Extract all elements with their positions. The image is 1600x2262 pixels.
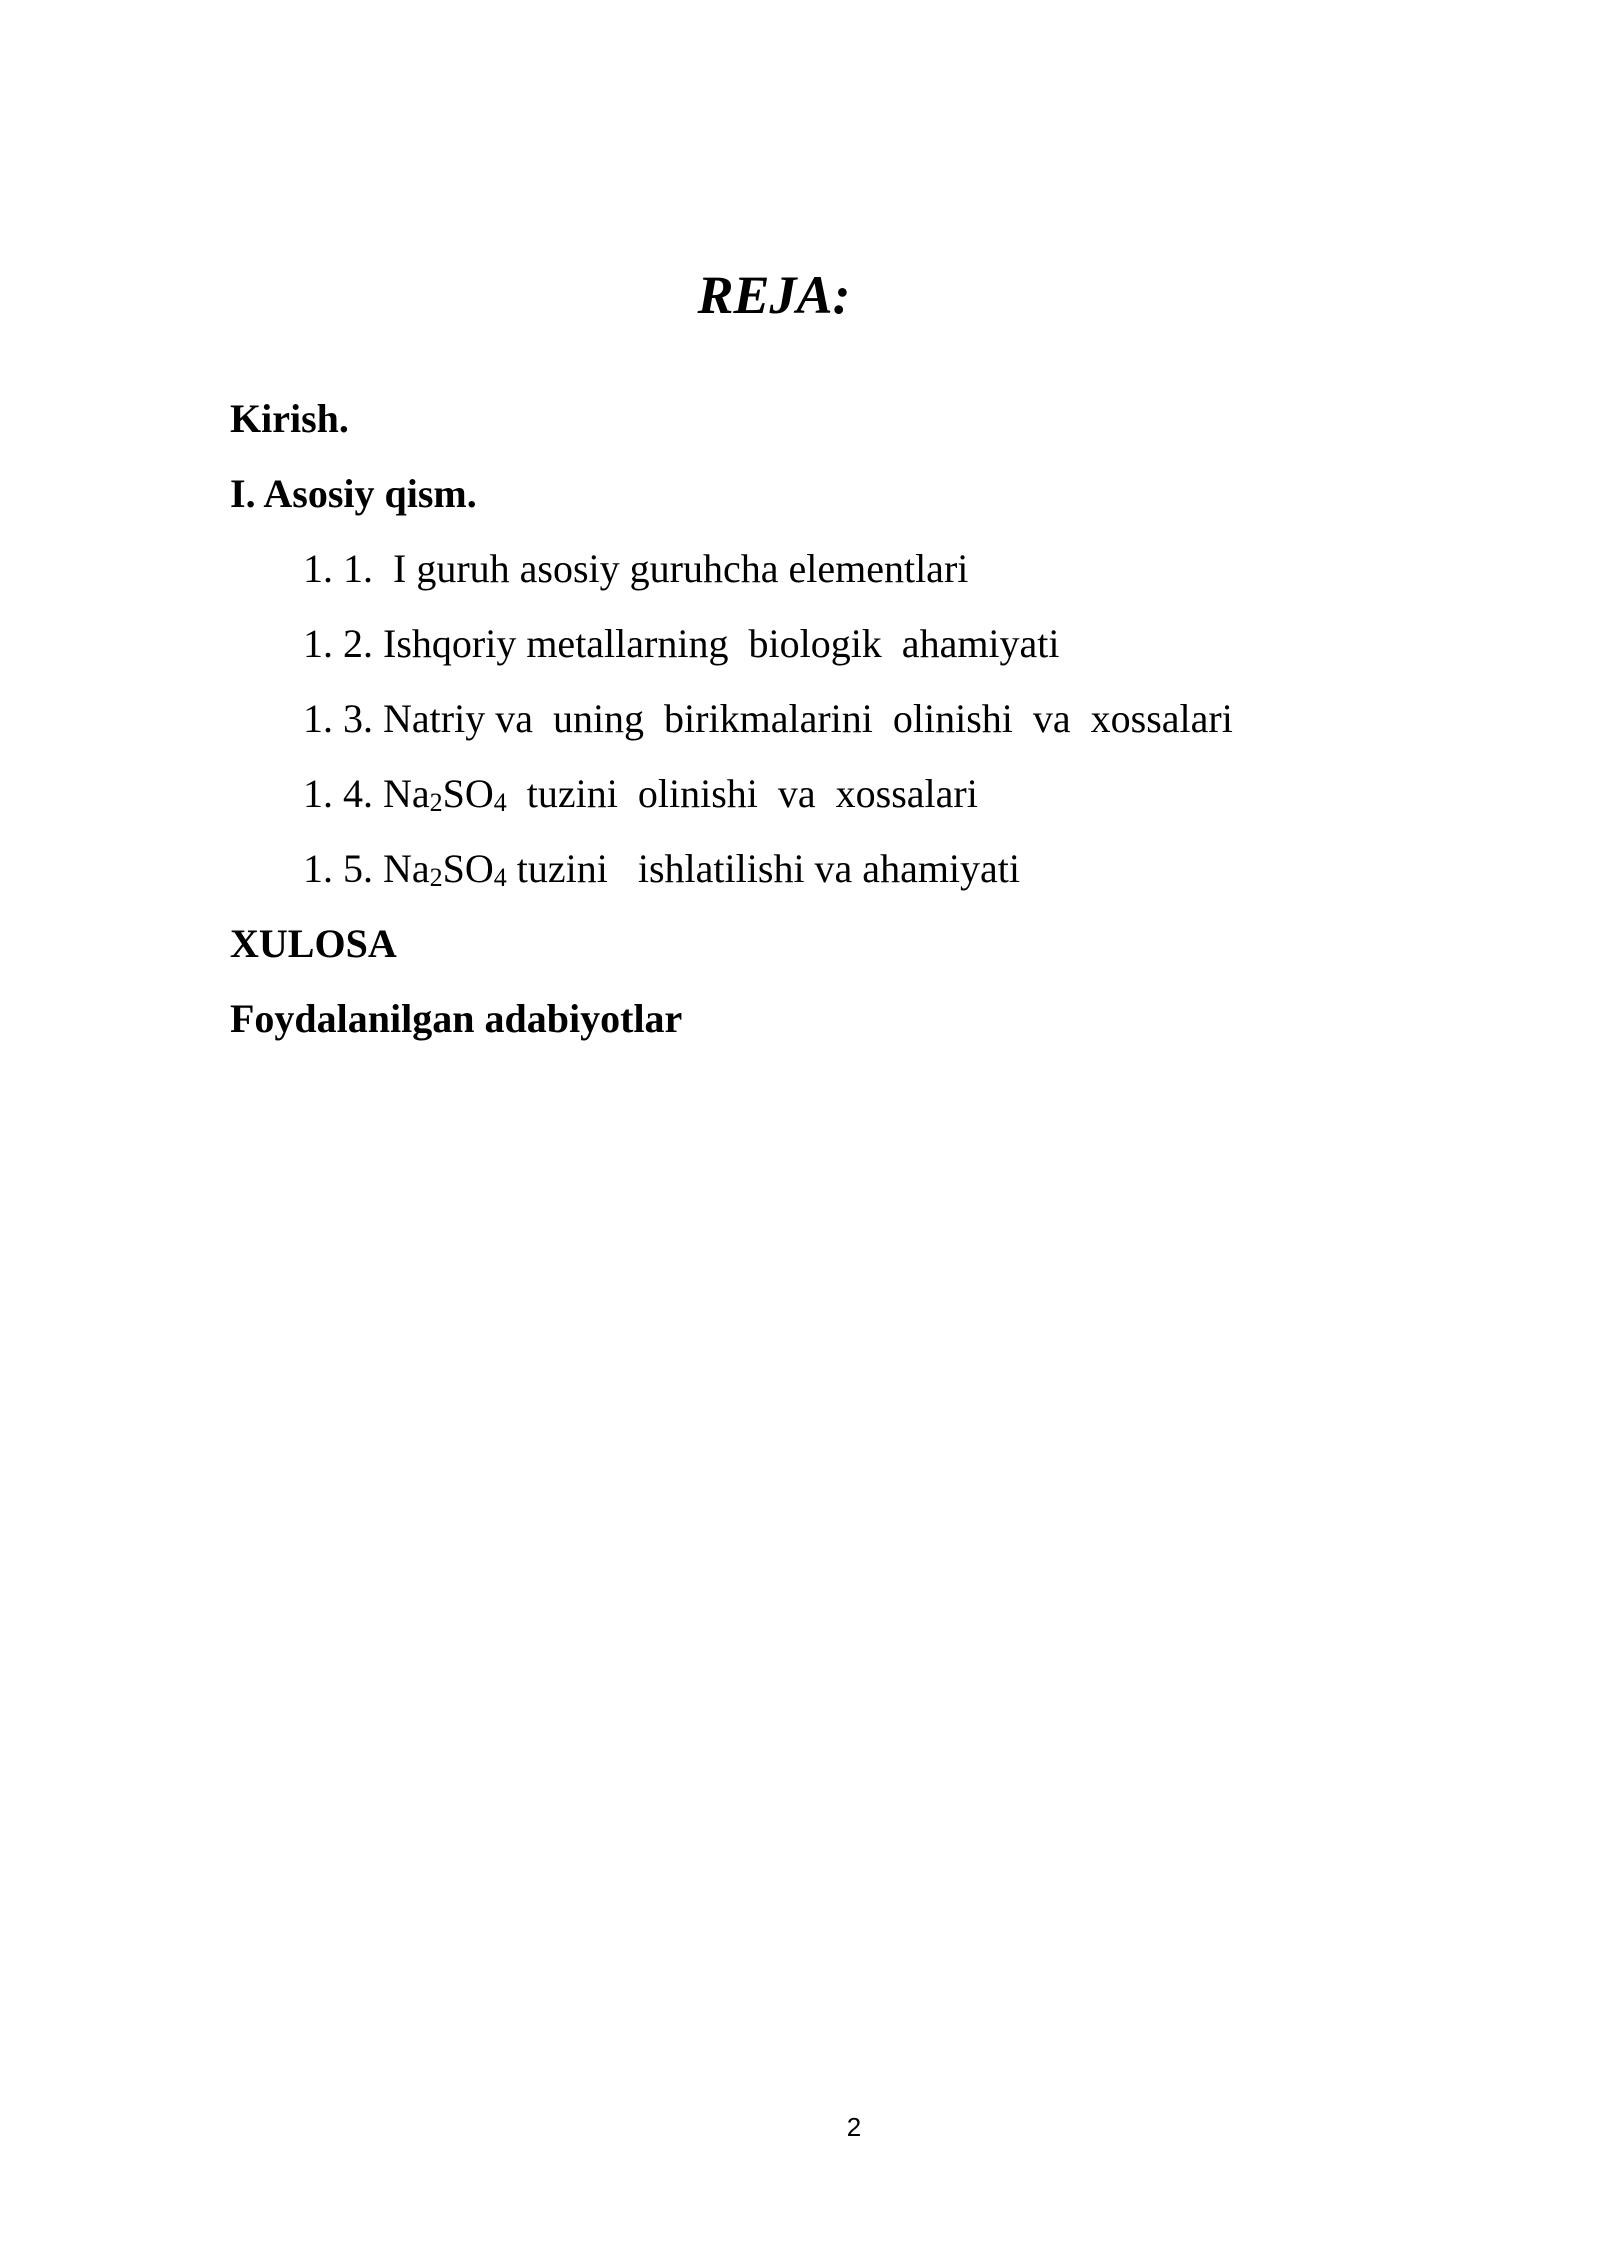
toc-subitem-1-5-rest: tuzini ishlatilishi va ahamiyati: [506, 846, 1021, 891]
toc-subitem-1-4-so: SO: [442, 771, 494, 816]
toc-subitem-1-4-rest: tuzini olinishi va xossalari: [506, 771, 978, 816]
toc-subitem-1-4-prefix: 1. 4. Na: [303, 771, 430, 816]
toc-subitem-1-1: 1. 1. I guruh asosiy guruhcha elementlari: [303, 546, 969, 591]
subscript-4: 4: [493, 863, 507, 892]
subscript-2: 2: [429, 788, 443, 817]
table-of-contents: [230, 392, 1430, 1067]
toc-subitem-1-3: 1. 3. Natriy va uning birikmalarini olinishi va xossalari: [303, 696, 1233, 741]
toc-subitem-1-5-prefix: 1. 5. Na: [303, 846, 430, 891]
subscript-4: 4: [493, 788, 507, 817]
page-title: REJA:: [697, 265, 851, 325]
toc-item-conclusion: XULOSA: [230, 921, 397, 966]
page-number: 2: [846, 2112, 862, 2142]
toc-item-references: Foydalanilgan adabiyotlar: [230, 996, 683, 1041]
toc-subitem-1-4: [230, 767, 1430, 842]
toc-item-main-part: I. Asosiy qism.: [230, 471, 477, 516]
toc-item-introduction: Kirish.: [230, 396, 349, 441]
subscript-2: 2: [429, 863, 443, 892]
toc-subitem-1-5-so: SO: [442, 846, 494, 891]
toc-subitem-1-5: [230, 842, 1430, 917]
toc-subitem-1-2: 1. 2. Ishqoriy metallarning biologik ahamiyati: [303, 621, 1060, 666]
